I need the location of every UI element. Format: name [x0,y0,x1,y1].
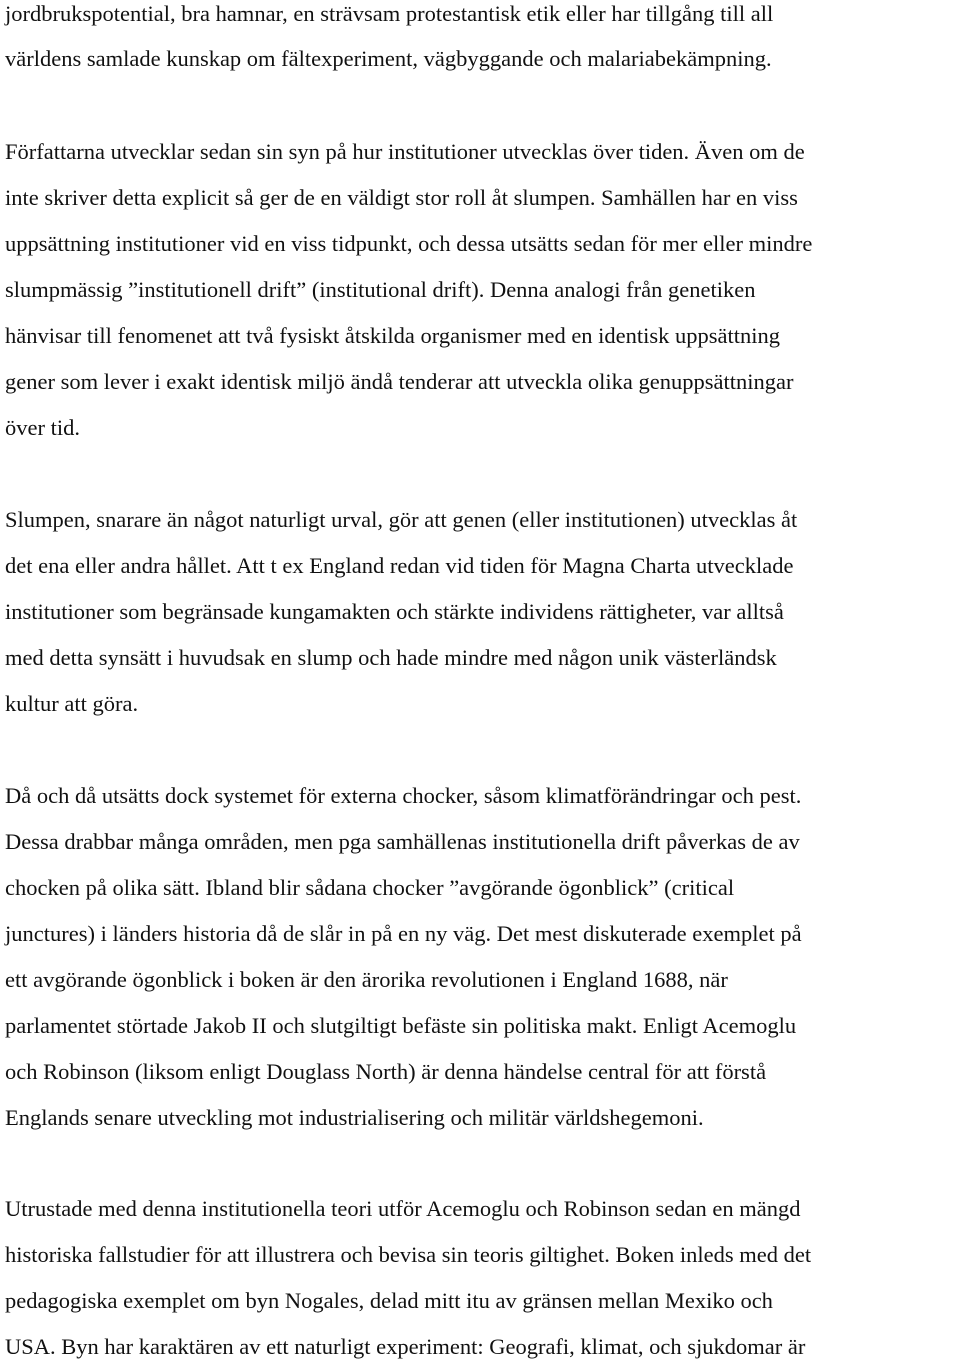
text-line: Utrustade med denna institutionella teori utför Acemoglu och Robinson sedan en mängd [5,1196,801,1221]
text-line: Englands senare utveckling mot industrialisering och militär världshegemoni. [5,1105,704,1130]
text-line: Författarna utvecklar sedan sin syn på hur institutioner utvecklas över tiden. Även om de [5,139,805,164]
text-line: det ena eller andra hållet. Att t ex England redan vid tiden för Magna Charta utvecklade [5,553,794,578]
text-line: och Robinson (liksom enligt Douglass North) är denna händelse central för att förstå [5,1059,767,1084]
text-line: kultur att göra. [5,691,139,716]
text-line: Slumpen, snarare än något naturligt urval, gör att genen (eller institutionen) utvecklas åt [5,507,798,532]
text-line: slumpmässig ”institutionell drift” (institutional drift). Denna analogi från genetiken [5,277,756,302]
text-line: över tid. [5,415,80,440]
text-line: pedagogiska exemplet om byn Nogales, delad mitt itu av gränsen mellan Mexiko och [5,1288,773,1313]
text-line: gener som lever i exakt identisk miljö ändå tenderar att utveckla olika genuppsättningar [5,369,794,394]
text-line: USA. Byn har karaktären av ett naturligt experiment: Geografi, klimat, och sjukdomar är [5,1334,806,1359]
text-line: inte skriver detta explicit så ger de en väldigt stor roll åt slumpen. Samhällen har en viss [5,185,798,210]
text-line: chocken på olika sätt. Ibland blir sådana chocker ”avgörande ögonblick” (critical [5,875,735,900]
text-line: historiska fallstudier för att illustrera och bevisa sin teoris giltighet. Boken inleds med det [5,1242,812,1267]
text-line: ett avgörande ögonblick i boken är den ärorika revolutionen i England 1688, när [5,967,728,992]
text-line: med detta synsätt i huvudsak en slump och hade mindre med någon unik västerländsk [5,645,777,670]
text-line: jordbrukspotential, bra hamnar, en strävsam protestantisk etik eller har tillgång till all [5,1,774,26]
text-line: Då och då utsätts dock systemet för externa chocker, såsom klimatförändringar och pest. [5,783,802,808]
text-line: parlamentet störtade Jakob II och slutgiltigt befäste sin politiska makt. Enligt Acemoglu [5,1013,797,1038]
text-line: junctures) i länders historia då de slår in på en ny väg. Det mest diskuterade exemplet på [5,921,802,946]
text-line: uppsättning institutioner vid en viss tidpunkt, och dessa utsätts sedan för mer eller mindre [5,231,813,256]
text-line: världens samlade kunskap om fältexperiment, vägbyggande och malariabekämpning. [5,46,772,71]
text-line: hänvisar till fenomenet att två fysiskt åtskilda organismer med en identisk uppsättning [5,323,781,348]
text-line: institutioner som begränsade kungamakten och stärkte individens rättigheter, var alltså [5,599,784,624]
text-line: Dessa drabbar många områden, men pga samhällenas institutionella drift påverkas de av [5,829,800,854]
